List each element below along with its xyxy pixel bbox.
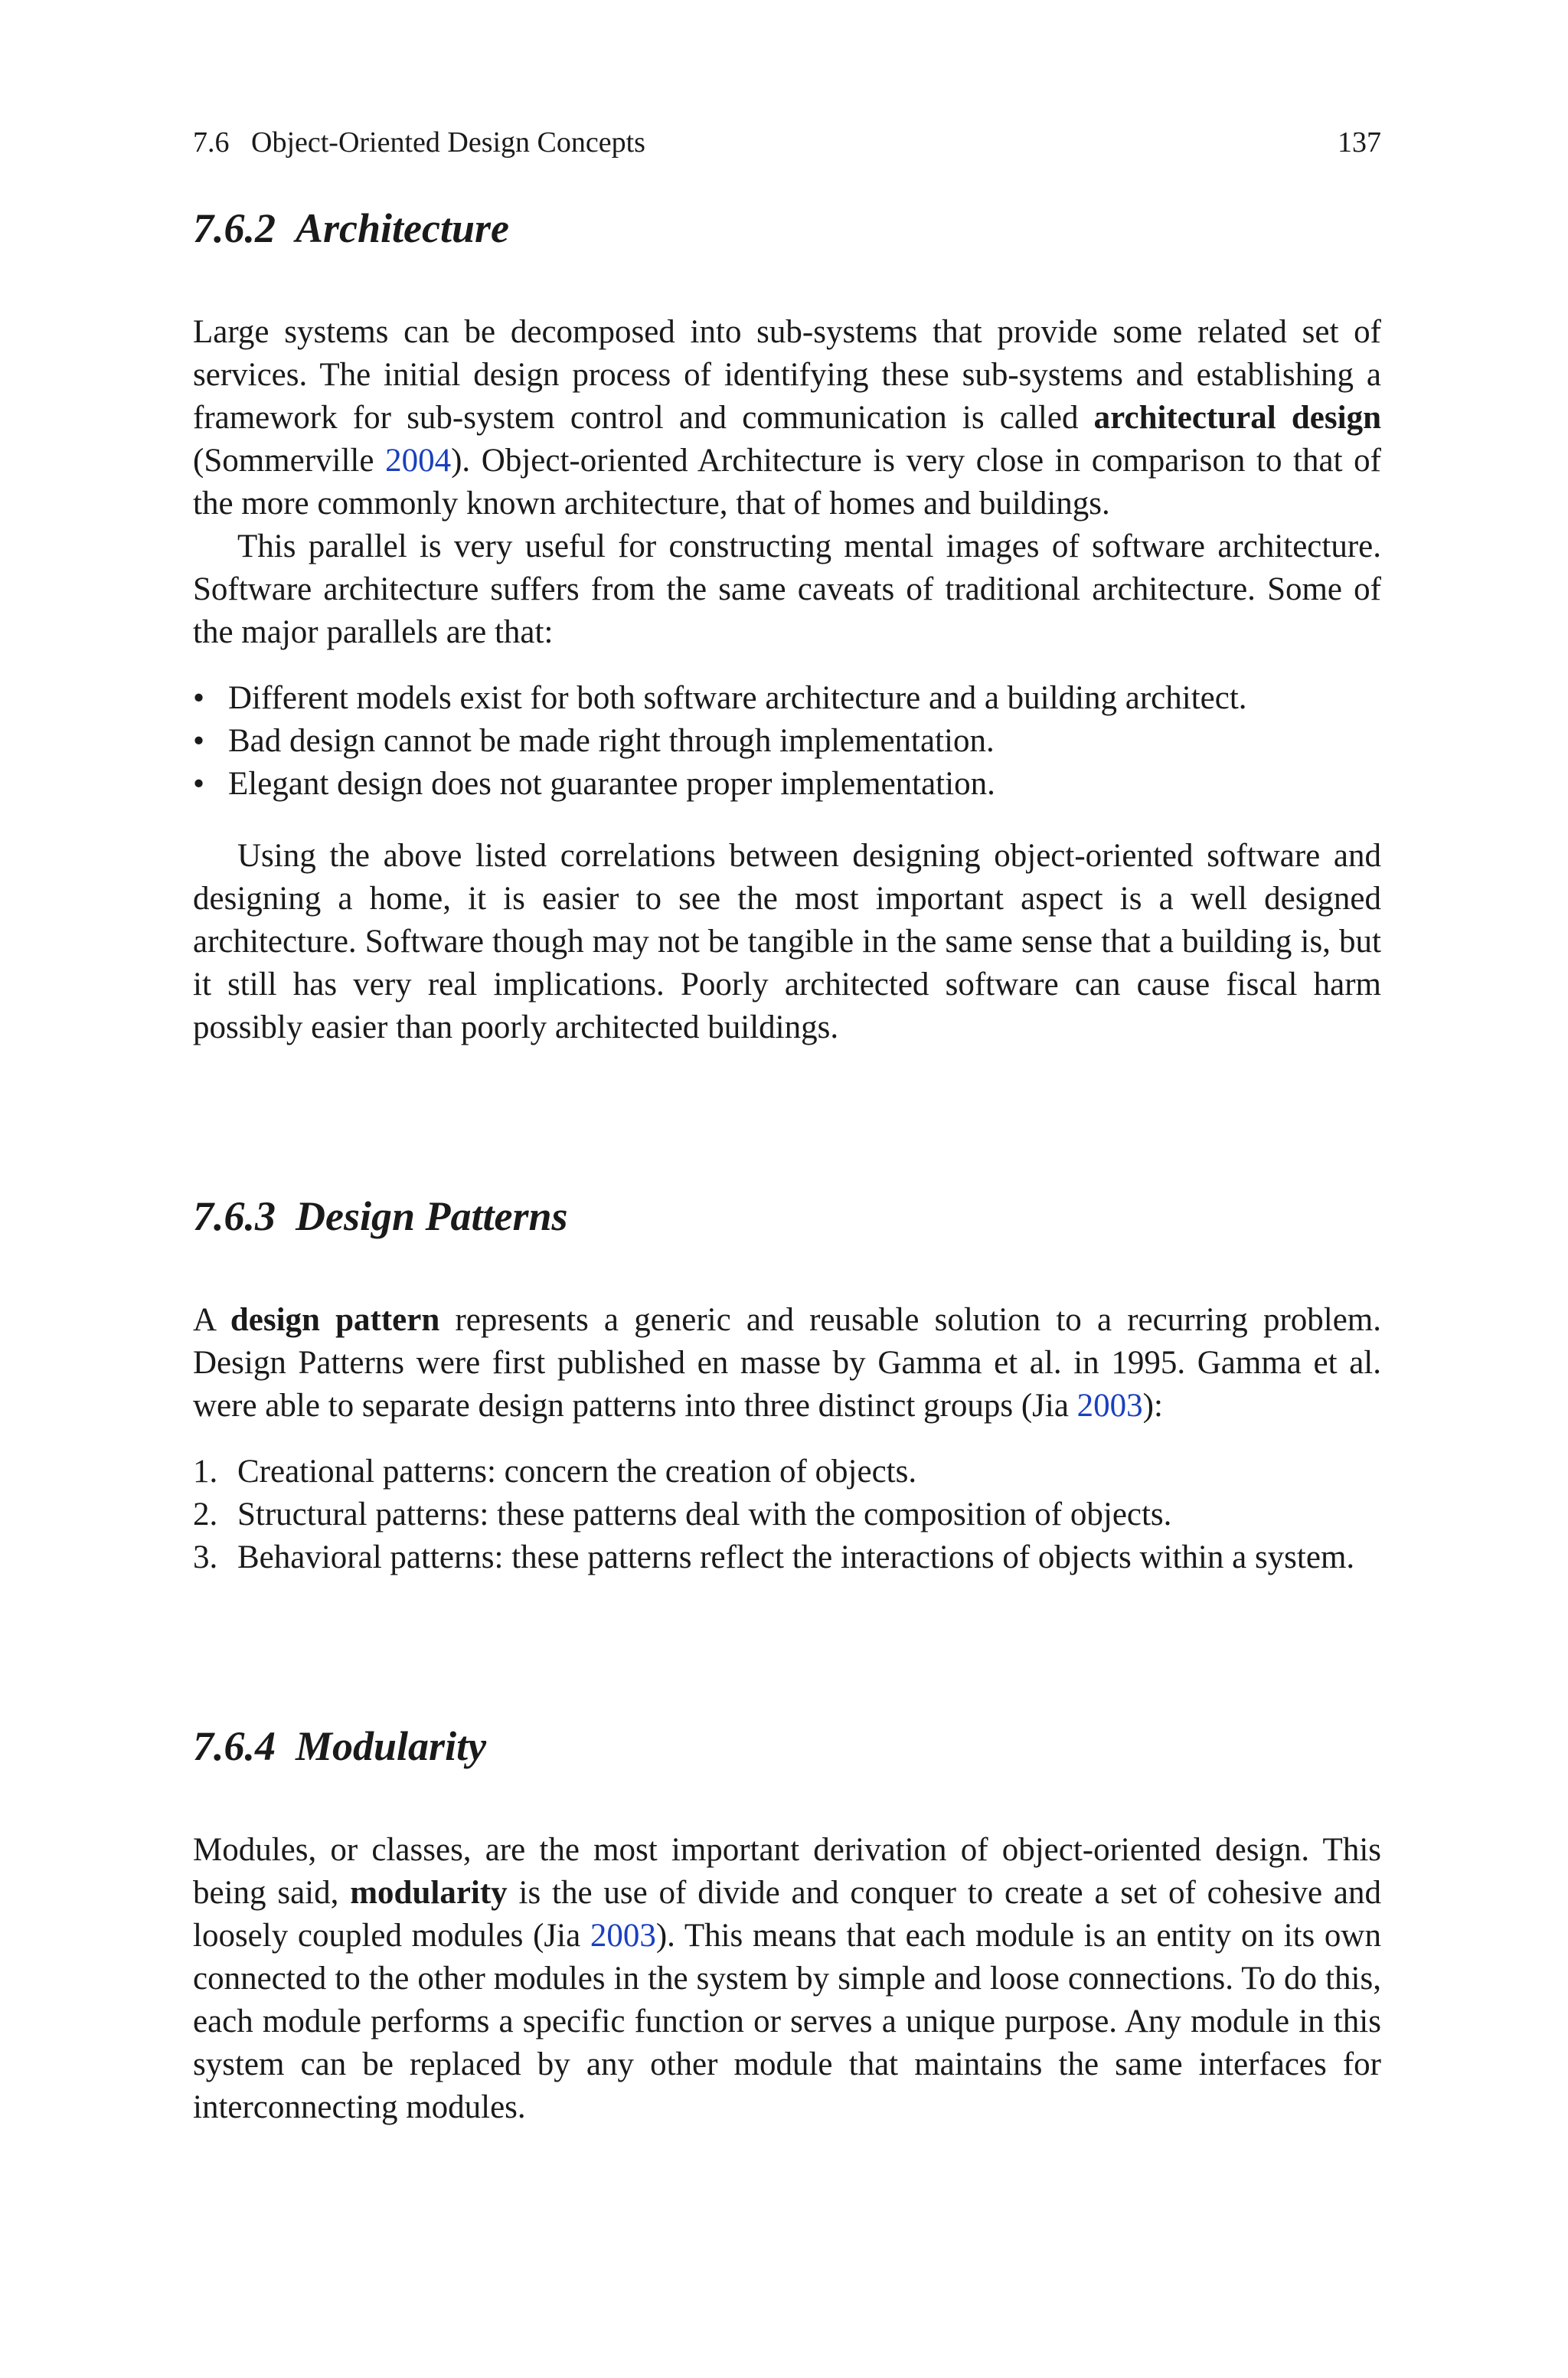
text-run: Large systems can be decomposed into sub-systems that provide some related set of services. The initial design process of identifying these sub-systems and establishing a framework for sub-system control and communication is called: [193, 314, 1381, 436]
paragraph: Using the above listed correlations between designing object-oriented software and designing a home, it is easier to see the most important aspect is a well designed architecture. Software though may not be tangible in the same sense that a building is, but it still has very real implications. Poorly architected software can cause fiscal harm possibly easier than poorly architected buildings.: [193, 838, 1381, 1045]
list-item-text: Bad design cannot be made right through implementation.: [228, 723, 995, 759]
list-item: [193, 720, 1381, 763]
list-item: [193, 677, 1381, 720]
section-number: 7.6.2: [193, 205, 276, 251]
citation-link[interactable]: 2004: [385, 443, 452, 479]
list-item-text: Elegant design does not guarantee proper implementation.: [228, 766, 995, 802]
text-run: ):: [1142, 1388, 1163, 1424]
running-head-section: 7.6 Object-Oriented Design Concepts: [193, 126, 645, 159]
numbered-list: [193, 1451, 1381, 1579]
section-title: Design Patterns: [296, 1193, 568, 1239]
citation-link[interactable]: 2003: [590, 1918, 656, 1954]
design-patterns-content: [193, 1299, 1381, 1579]
section-heading-modularity: [193, 1722, 486, 1771]
list-item: [193, 1451, 1381, 1493]
text-run: is the use of divide and conquer to create a set of cohesive and loosely coupled modules (Jia: [193, 1875, 1381, 1954]
section-number: 7.6.4: [193, 1723, 276, 1769]
citation-link[interactable]: 2003: [1076, 1388, 1143, 1424]
bullet-marker: •: [193, 680, 205, 716]
text-run: ). Object-oriented Architecture is very close in comparison to that of the more commonly known architecture, that of homes and buildings.: [193, 443, 1381, 522]
section-heading-design-patterns: [193, 1192, 568, 1241]
section-title: Modularity: [296, 1723, 487, 1769]
text-run: A: [193, 1302, 230, 1338]
bold-term: design pattern: [230, 1302, 440, 1338]
list-item-text: Different models exist for both software architecture and a building architect.: [228, 680, 1247, 716]
text-run: represents a generic and reusable solution to a recurring problem. Design Patterns were first published en masse by Gamma et al. in 1995. Gamma et al. were able to separate design patterns into three distinct groups (Jia: [193, 1302, 1382, 1424]
page-number: 137: [1338, 126, 1381, 159]
paragraph: [193, 1299, 1381, 1428]
list-number: 1.: [193, 1454, 218, 1490]
list-item: [193, 1536, 1381, 1579]
architecture-content: [193, 311, 1381, 1049]
paragraph: This parallel is very useful for constructing mental images of software architecture. Software architecture suffers from the same caveats of traditional architecture. Some of the major parallels are that:: [193, 528, 1381, 650]
bold-term: modularity: [350, 1875, 508, 1911]
section-title: Architecture: [296, 205, 509, 251]
bullet-marker: •: [193, 723, 205, 759]
list-item-text: Structural patterns: these patterns deal with the composition of objects.: [237, 1496, 1172, 1532]
list-number: 2.: [193, 1496, 218, 1532]
list-item: [193, 763, 1381, 806]
bold-term: architectural design: [1093, 400, 1381, 436]
text-run: Modules, or classes, are the most important derivation of object-oriented design. This being said,: [193, 1832, 1381, 1911]
section-number: 7.6.3: [193, 1193, 276, 1239]
bullet-list: [193, 677, 1381, 806]
modularity-content: [193, 1829, 1381, 2129]
paragraph: [193, 1829, 1381, 2129]
bullet-marker: •: [193, 766, 205, 802]
list-item-text: Behavioral patterns: these patterns reflect the interactions of objects within a system.: [237, 1539, 1355, 1575]
running-head: [193, 124, 1381, 161]
paragraph: [193, 311, 1381, 525]
text-run: (Sommerville: [193, 443, 386, 479]
list-item: [193, 1493, 1381, 1536]
section-heading-architecture: [193, 204, 509, 253]
text-run: ). This means that each module is an entity on its own connected to the other modules in the system by simple and loose connections. To do this, each module performs a specific function or serves a unique purpose. Any module in this system can be replaced by any other module that maintains the same interfaces for interconnecting modules.: [193, 1918, 1381, 2125]
list-item-text: Creational patterns: concern the creation of objects.: [237, 1454, 917, 1490]
list-number: 3.: [193, 1539, 218, 1575]
